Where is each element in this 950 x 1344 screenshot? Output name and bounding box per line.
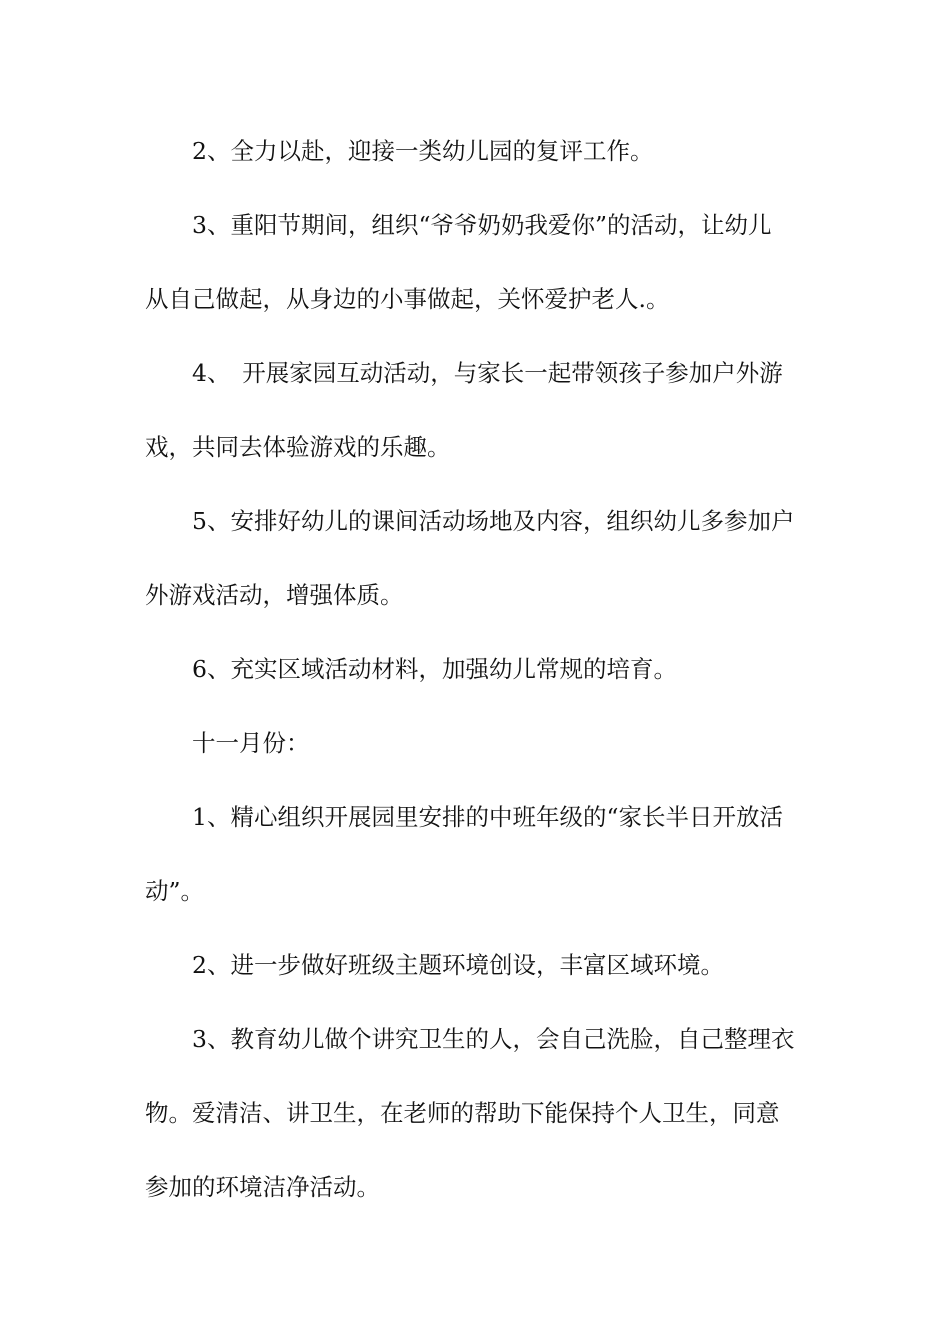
paragraph-line: 1、精心组织开展园里安排的中班年级的“家长半日开放活 [192, 803, 783, 831]
paragraph-line: 物。爱清洁、讲卫生，在老师的帮助下能保持个人卫生，同意 [145, 1099, 780, 1127]
paragraph-line: 动”。 [145, 877, 205, 905]
paragraph-line: 参加的环境洁净活动。 [145, 1173, 380, 1201]
paragraph-line: 外游戏活动，增强体质。 [145, 581, 404, 609]
paragraph-line: 5、安排好幼儿的课间活动场地及内容，组织幼儿多参加户 [192, 507, 795, 535]
paragraph-line: 4、 开展家园互动活动，与家长一起带领孩子参加户外游 [192, 359, 783, 387]
paragraph-line: 2、进一步做好班级主题环境创设，丰富区域环境。 [192, 951, 724, 979]
paragraph-line: 6、充实区域活动材料，加强幼儿常规的培育。 [192, 655, 677, 683]
document-body [145, 128, 811, 1238]
section-heading: 十一月份： [192, 729, 310, 757]
paragraph-line: 3、教育幼儿做个讲究卫生的人，会自己洗脸，自己整理衣 [192, 1025, 795, 1053]
paragraph-line: 3、重阳节期间，组织“爷爷奶奶我爱你”的活动，让幼儿 [192, 211, 772, 239]
paragraph-line: 戏，共同去体验游戏的乐趣。 [145, 433, 451, 461]
paragraph-line: 从自己做起，从身边的小事做起，关怀爱护老人.。 [145, 285, 670, 313]
paragraph-line: 2、全力以赴，迎接一类幼儿园的复评工作。 [192, 137, 654, 165]
